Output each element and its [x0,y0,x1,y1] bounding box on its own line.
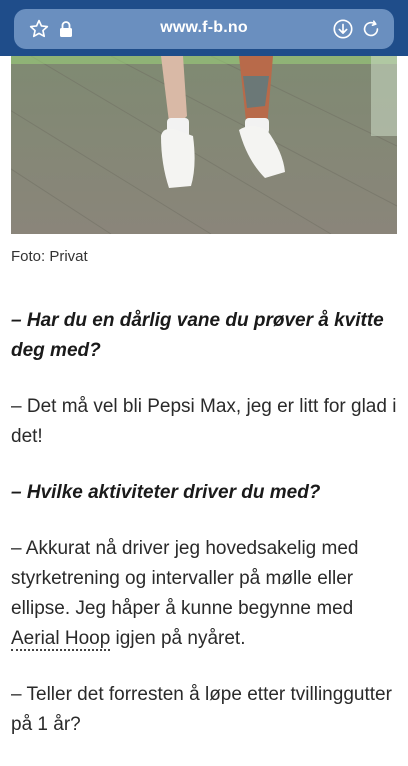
address-bar[interactable] [14,9,394,49]
interview-answer: – Teller det forresten å løpe etter tvillinggutter på 1 år? [11,684,392,735]
answer-text: – Akkurat nå driver jeg hovedsakelig med styrketrening og intervaller på mølle eller ellipse. Jeg håper å kunne begynne med [11,538,359,619]
interview-question: – Har du en dårlig vane du prøver å kvitte deg med? [11,310,384,361]
interview-question: – Hvilke aktiviteter driver du med? [11,482,321,503]
reload-icon[interactable] [360,18,382,40]
interview-answer [11,534,399,654]
browser-toolbar [0,0,408,56]
article-photo [11,56,397,234]
aerial-hoop-link[interactable]: Aerial Hoop [11,628,111,649]
answer-text: igjen på nyåret. [110,628,246,649]
interview-answer: – Det må vel bli Pepsi Max, jeg er litt for glad i det! [11,396,397,447]
url-text[interactable]: www.f-b.no [160,19,248,36]
article-body [11,306,399,766]
download-icon[interactable] [332,18,354,40]
photo-caption: Foto: Privat [11,248,88,265]
